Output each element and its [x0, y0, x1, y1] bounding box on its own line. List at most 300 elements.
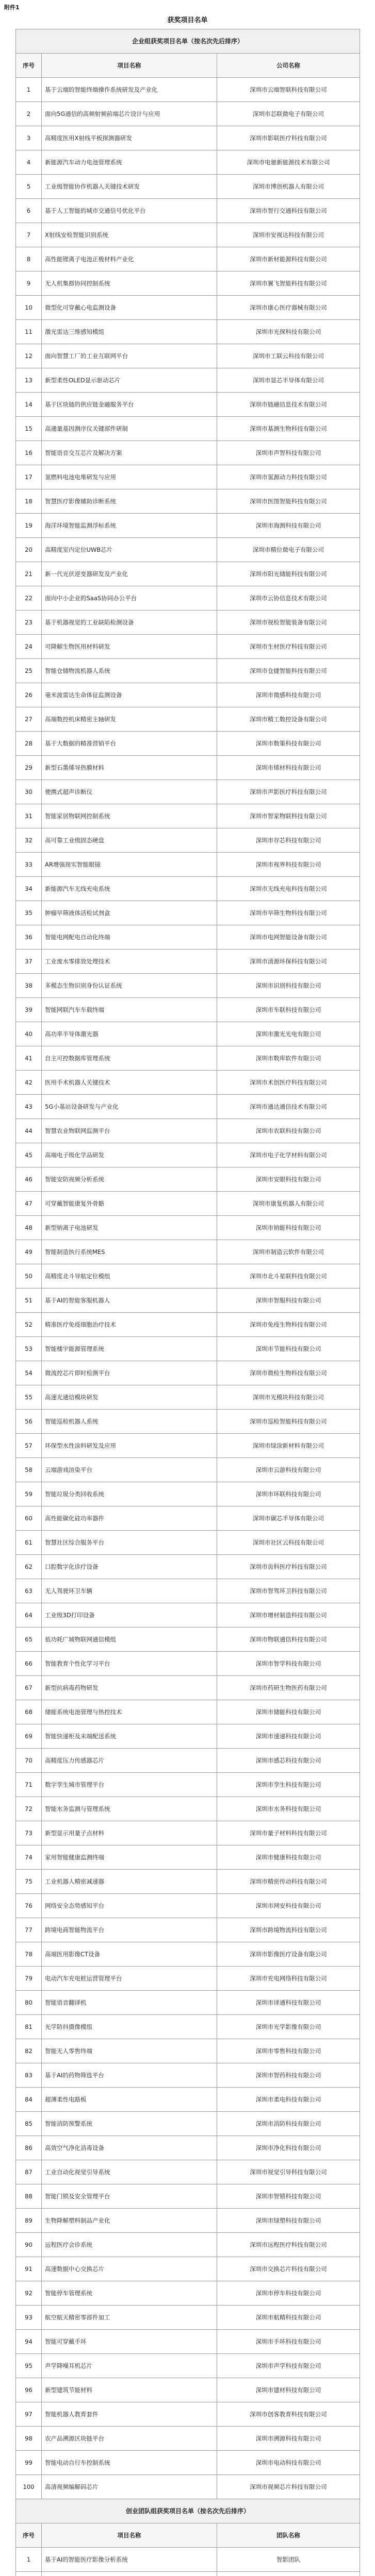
row-index: 4 — [16, 150, 42, 175]
document-title: 获奖项目名单 — [167, 16, 208, 24]
table-row — [16, 828, 360, 853]
company-name: 深圳市数策科技有限公司 — [217, 732, 360, 756]
company-name: 深圳市充电网络科技有限公司 — [217, 1967, 360, 1991]
project-name: 智能可穿戴手环 — [42, 2330, 217, 2354]
table-row — [16, 1071, 360, 1095]
company-name: 深圳市储能科技有限公司 — [217, 1700, 360, 1724]
table-row — [16, 1385, 360, 1410]
table-row — [16, 2039, 360, 2063]
column-header-project: 项目名称 — [42, 54, 217, 78]
row-index: 78 — [16, 1942, 42, 1967]
company-name: 深圳市视频芯片科技有限公司 — [217, 2475, 360, 2499]
project-name: 新一代光伏逆变器研发及产业化 — [42, 562, 217, 586]
company-name: 深圳市健康科技有限公司 — [217, 1845, 360, 1870]
table-row — [16, 1482, 360, 1506]
company-name: 深圳市手环科技有限公司 — [217, 2330, 360, 2354]
table-row — [16, 1046, 360, 1071]
company-name: 深圳市云端智联科技有限公司 — [217, 78, 360, 102]
row-index: 63 — [16, 1579, 42, 1603]
row-index: 72 — [16, 1797, 42, 1821]
row-index: 19 — [16, 514, 42, 538]
company-name: 深圳市阳光储能科技有限公司 — [217, 562, 360, 586]
company-name: 深圳市跨境物流科技有限公司 — [217, 1918, 360, 1942]
project-name: 基于AI的智能医疗影像分析系统 — [42, 2548, 217, 2572]
project-name: 智能网联汽车车载终端 — [42, 998, 217, 1022]
project-name: 面向智慧工厂的工业互联网平台 — [42, 344, 217, 368]
table-row — [16, 1458, 360, 1482]
section-heading: 创业团队组获奖项目名单（按名次先后排序） — [16, 2499, 360, 2523]
table-row — [16, 2160, 360, 2184]
table-row — [16, 441, 360, 465]
row-index: 90 — [16, 2233, 42, 2257]
company-name: 深圳市精密传动科技有限公司 — [217, 1870, 360, 1894]
company-name: 深圳市通达通信技术有限公司 — [217, 1095, 360, 1119]
project-name: 精准医疗免疫细胞治疗技术 — [42, 1313, 217, 1337]
company-name: 深圳市海测科技有限公司 — [217, 514, 360, 538]
company-name: 深圳市智学科技有限公司 — [217, 1652, 360, 1676]
table-row — [16, 1192, 360, 1216]
table-row — [16, 247, 360, 272]
project-name: 智能水务监测与管理系统 — [42, 1797, 217, 1821]
project-name: 口腔数字化诊疗设备 — [42, 1555, 217, 1579]
row-index: 29 — [16, 756, 42, 780]
row-index: 11 — [16, 320, 42, 344]
row-index: 93 — [16, 2306, 42, 2330]
company-name: 深圳市建材科技有限公司 — [217, 2378, 360, 2402]
company-name: 深圳市网安科技有限公司 — [217, 1894, 360, 1918]
company-name: 深圳市医图智能科技有限公司 — [217, 489, 360, 514]
project-name: 新能源汽车无线充电系统 — [42, 877, 217, 901]
project-name: 高功率半导体激光器 — [42, 1022, 217, 1046]
table-row — [16, 1724, 360, 1749]
table-row — [16, 1506, 360, 1531]
project-name: 智能制造执行系统MES — [42, 1240, 217, 1264]
row-index: 97 — [16, 2402, 42, 2427]
table-row — [16, 1991, 360, 2015]
row-index: 94 — [16, 2330, 42, 2354]
project-name: 网络安全态势感知平台 — [42, 1894, 217, 1918]
table-row — [16, 2088, 360, 2112]
row-index: 75 — [16, 1870, 42, 1894]
table-row — [16, 78, 360, 102]
project-name: 智能电动自行车控制系统 — [42, 2451, 217, 2475]
table-row — [16, 1894, 360, 1918]
row-index: 100 — [16, 2475, 42, 2499]
row-index: 70 — [16, 1749, 42, 1773]
company-name: 深圳市电动科技有限公司 — [217, 2451, 360, 2475]
table-row — [16, 1628, 360, 1652]
company-name: 深圳市农联科技有限公司 — [217, 1119, 360, 1143]
company-name: 深圳市创客教育科技有限公司 — [217, 2402, 360, 2427]
row-index: 30 — [16, 780, 42, 804]
project-name: 肿瘤早筛液体活检试剂盒 — [42, 901, 217, 925]
project-name: 基于云端的智能终端操作系统研发及产业化 — [42, 78, 217, 102]
table-row — [16, 2354, 360, 2378]
section-heading-row — [16, 2499, 360, 2523]
project-name: 数字孪生城市管理平台 — [42, 1773, 217, 1797]
project-name: 电动汽车充电桩运营管理平台 — [42, 1967, 217, 1991]
table-row — [16, 1095, 360, 1119]
table-row — [16, 1579, 360, 1603]
row-index: 10 — [16, 296, 42, 320]
table-row — [16, 586, 360, 611]
company-name: 深圳市消防科技有限公司 — [217, 2112, 360, 2136]
row-index: 91 — [16, 2257, 42, 2281]
company-name: 深圳市免疫生物科技有限公司 — [217, 1313, 360, 1337]
project-name: 云端游戏渲染平台 — [42, 1458, 217, 1482]
table-row — [16, 2112, 360, 2136]
project-name: 新能源汽车动力电池管理系统 — [42, 150, 217, 175]
table-row — [16, 2306, 360, 2330]
row-index: 40 — [16, 1022, 42, 1046]
company-name: 深圳市声智科技有限公司 — [217, 441, 360, 465]
table-row — [16, 538, 360, 562]
project-name: 智能快递柜及末端配送系统 — [42, 1724, 217, 1749]
row-index: 2 — [16, 102, 42, 126]
project-name: 高性能碳化硅功率器件 — [42, 1506, 217, 1531]
table-row — [16, 417, 360, 441]
project-name: 工业自动化视觉引导系统 — [42, 2160, 217, 2184]
row-index: 76 — [16, 1894, 42, 1918]
project-name: 新型建筑节能材料 — [42, 2378, 217, 2402]
project-name: 高精度北斗导航定位模组 — [42, 1264, 217, 1289]
row-index: 36 — [16, 925, 42, 950]
company-name: 深圳市药研生物医药有限公司 — [217, 1676, 360, 1700]
project-name: 智能无人零售终端 — [42, 2039, 217, 2063]
row-index: 31 — [16, 804, 42, 828]
row-index: 28 — [16, 732, 42, 756]
table-row — [16, 1797, 360, 1821]
company-name: 深圳市环联科技有限公司 — [217, 1482, 360, 1506]
table-row — [16, 1918, 360, 1942]
table-row — [16, 465, 360, 489]
table-row — [16, 175, 360, 199]
project-name: 工业机器人精密减速器 — [42, 1870, 217, 1894]
row-index: 15 — [16, 417, 42, 441]
company-name: 深圳市新材能源科技有限公司 — [217, 247, 360, 272]
column-header-company: 公司名称 — [217, 54, 360, 78]
company-name: 深圳市基测生物科技有限公司 — [217, 417, 360, 441]
company-name: 深圳市制造云软件有限公司 — [217, 1240, 360, 1264]
table-row — [16, 635, 360, 659]
table-row — [16, 1264, 360, 1289]
row-index: 32 — [16, 828, 42, 853]
column-header-row — [16, 54, 360, 78]
table-row — [16, 901, 360, 925]
project-name: 跨境电商智能物流平台 — [42, 1918, 217, 1942]
project-name: 远程医疗会诊系统 — [42, 2233, 217, 2257]
project-name: 环保型水性涂料研发及应用 — [42, 1434, 217, 1458]
column-header-index: 序号 — [16, 2523, 42, 2548]
row-index: 68 — [16, 1700, 42, 1724]
table-row — [16, 1555, 360, 1579]
row-index: 58 — [16, 1458, 42, 1482]
row-index: 17 — [16, 465, 42, 489]
table-row — [16, 2281, 360, 2306]
company-name: 深圳市社区云科技有限公司 — [217, 1531, 360, 1555]
project-name: 新型石墨烯导热膜材料 — [42, 756, 217, 780]
row-index: 44 — [16, 1119, 42, 1143]
project-name: 智能仓储物流机器人系统 — [42, 659, 217, 683]
row-index: 1 — [16, 2548, 42, 2572]
row-index: 37 — [16, 950, 42, 974]
project-name: 高通量基因测序仪关键部件研制 — [42, 417, 217, 441]
table-row — [16, 877, 360, 901]
project-name: 高端电子级化学品研发 — [42, 1143, 217, 1167]
project-name: AR增强现实智能眼镜 — [42, 853, 217, 877]
table-row — [16, 1022, 360, 1046]
row-index: 50 — [16, 1264, 42, 1289]
company-name: 深圳市智锁科技有限公司 — [217, 2184, 360, 2209]
company-name: 深圳市仓捷智能科技有限公司 — [217, 659, 360, 683]
project-name: 新型柔性OLED显示驱动芯片 — [42, 368, 217, 393]
row-index: 52 — [16, 1313, 42, 1337]
project-name: 智能电网配电自动化终端 — [42, 925, 217, 950]
table-row — [16, 756, 360, 780]
project-name: 高效空气净化消毒设备 — [42, 2136, 217, 2160]
project-name: 毫米波雷达生命体征监测设备 — [42, 683, 217, 707]
table-row — [16, 1531, 360, 1555]
row-index: 34 — [16, 877, 42, 901]
project-name: 面向5G通信的高频射频前端芯片设计与应用 — [42, 102, 217, 126]
project-name: 工业级3D打印设备 — [42, 1603, 217, 1628]
company-name: 深圳市康心医疗器械有限公司 — [217, 296, 360, 320]
company-name: 深圳市存芯科技有限公司 — [217, 828, 360, 853]
project-name: 光学防抖摄像模组 — [42, 2015, 217, 2039]
row-index: 74 — [16, 1845, 42, 1870]
row-index: 39 — [16, 998, 42, 1022]
table-row — [16, 562, 360, 586]
row-index: 77 — [16, 1918, 42, 1942]
company-name: 深圳市翼飞智能科技有限公司 — [217, 272, 360, 296]
company-name: 深圳市孪生科技有限公司 — [217, 1773, 360, 1797]
company-name: 深圳市安视达科技有限公司 — [217, 223, 360, 247]
company-name: 深圳市电子化学材料有限公司 — [217, 1143, 360, 1167]
table-row — [16, 683, 360, 707]
table-row — [16, 804, 360, 828]
company-name: 深圳市视检智能装备有限公司 — [217, 611, 360, 635]
row-index: 6 — [16, 199, 42, 223]
company-name: 深圳市光学影像有限公司 — [217, 2015, 360, 2039]
table-row — [16, 272, 360, 296]
row-index: 57 — [16, 1434, 42, 1458]
company-name: 深圳市云游科技有限公司 — [217, 1458, 360, 1482]
company-name: 深圳市车联科技有限公司 — [217, 998, 360, 1022]
section-heading-row — [16, 29, 360, 54]
company-name: 深圳市光探科技有限公司 — [217, 320, 360, 344]
project-name: 储能系统电池管理与热控技术 — [42, 1700, 217, 1724]
project-name: 低功耗广域物联网通信模组 — [42, 1628, 217, 1652]
row-index: 65 — [16, 1628, 42, 1652]
company-name: 深圳市视觉引导科技有限公司 — [217, 2160, 360, 2184]
row-index: 99 — [16, 2451, 42, 2475]
attachment-label: 附件1 — [4, 4, 20, 11]
table-row — [16, 611, 360, 635]
table-row — [16, 514, 360, 538]
project-name: 智能语音翻译机 — [42, 1991, 217, 2015]
row-index: 33 — [16, 853, 42, 877]
row-index: 46 — [16, 1167, 42, 1192]
project-name: 智能门锁及安全管理平台 — [42, 2184, 217, 2209]
table-row — [16, 1119, 360, 1143]
project-name: 家用智能健康监测终端 — [42, 1845, 217, 1870]
company-name: 深圳市智驾环卫科技有限公司 — [217, 1579, 360, 1603]
table-row — [16, 853, 360, 877]
row-index: 87 — [16, 2160, 42, 2184]
company-name: 深圳市智行交通科技有限公司 — [217, 199, 360, 223]
table-row — [16, 707, 360, 732]
row-index: 81 — [16, 2015, 42, 2039]
table-row — [16, 1700, 360, 1724]
project-name: 工业废水零排放处理技术 — [42, 950, 217, 974]
row-index: 14 — [16, 393, 42, 417]
company-name: 深圳市链融信息技术有限公司 — [217, 393, 360, 417]
project-name: 新型钠离子电池研发 — [42, 1216, 217, 1240]
project-name: 智慧社区综合服务平台 — [42, 1531, 217, 1555]
row-index: 8 — [16, 247, 42, 272]
project-name: 海洋环境智能监测浮标系统 — [42, 514, 217, 538]
company-name: 深圳市清源环保科技有限公司 — [217, 950, 360, 974]
table-row — [16, 2257, 360, 2281]
project-name: 基于机器视觉的工业缺陷检测设备 — [42, 611, 217, 635]
table-row — [16, 1216, 360, 1240]
row-index: 64 — [16, 1603, 42, 1628]
project-name: 高端医用影像CT设备 — [42, 1942, 217, 1967]
table-row — [16, 1337, 360, 1361]
table-row — [16, 998, 360, 1022]
row-index: 79 — [16, 1967, 42, 1991]
company-name: 深圳市巡检智能科技有限公司 — [217, 1410, 360, 1434]
company-name: 深圳市安眼科技有限公司 — [217, 1167, 360, 1192]
project-name: 医用手术机器人关键技术 — [42, 1071, 217, 1095]
table-row — [16, 1749, 360, 1773]
column-header-company: 团队名称 — [217, 2523, 360, 2548]
company-name: 深圳市生材医疗科技有限公司 — [217, 635, 360, 659]
company-name: 深圳市光模块科技有限公司 — [217, 1385, 360, 1410]
company-name: 深圳市停车科技有限公司 — [217, 2281, 360, 2306]
project-name — [42, 2572, 217, 2576]
company-name: 深圳市微检生物科技有限公司 — [217, 1361, 360, 1385]
table-row — [16, 150, 360, 175]
column-header-project: 项目名称 — [42, 2523, 217, 2548]
company-name: 深圳市氢源动力科技有限公司 — [217, 465, 360, 489]
project-name: 智能消防预警系统 — [42, 2112, 217, 2136]
project-name: 农产品溯源区块链平台 — [42, 2427, 217, 2451]
project-name: 智能语音交互芯片及解决方案 — [42, 441, 217, 465]
row-index: 53 — [16, 1337, 42, 1361]
company-name: 深圳市水务科技有限公司 — [217, 1797, 360, 1821]
table-row — [16, 1361, 360, 1385]
table-row — [16, 102, 360, 126]
row-index: 82 — [16, 2039, 42, 2063]
column-header-index: 序号 — [16, 54, 42, 78]
row-index: 7 — [16, 223, 42, 247]
row-index: 92 — [16, 2281, 42, 2306]
table-row — [16, 489, 360, 514]
project-name: 无人驾驶环卫车辆 — [42, 1579, 217, 1603]
table-row — [16, 1143, 360, 1167]
company-name: 深圳市绿涂新材料有限公司 — [217, 1434, 360, 1458]
table-row — [16, 2378, 360, 2402]
row-index: 13 — [16, 368, 42, 393]
table-row — [16, 2572, 360, 2576]
row-index: 61 — [16, 1531, 42, 1555]
company-name: 深圳市无线充电科技有限公司 — [217, 877, 360, 901]
project-name: 高精度室内定位UWB芯片 — [42, 538, 217, 562]
project-name: 可降解生物医用材料研发 — [42, 635, 217, 659]
row-index: 80 — [16, 1991, 42, 2015]
company-name: 深圳市齿科医疗科技有限公司 — [217, 1555, 360, 1579]
row-index: 42 — [16, 1071, 42, 1095]
company-name: 深圳市智家物联科技有限公司 — [217, 804, 360, 828]
company-name: 深圳市智服科技有限公司 — [217, 1289, 360, 1313]
row-index: 12 — [16, 344, 42, 368]
project-name: 激光雷达三维感知模组 — [42, 320, 217, 344]
row-index: 67 — [16, 1676, 42, 1700]
project-name: 智慧医疗影像辅助诊断系统 — [42, 489, 217, 514]
company-name: 深圳市量子材料科技有限公司 — [217, 1821, 360, 1845]
column-header-row — [16, 2523, 360, 2548]
table-row — [16, 2209, 360, 2233]
project-name: 高端数控机床精密主轴研发 — [42, 707, 217, 732]
project-name: 面向中小企业的SaaS协同办公平台 — [42, 586, 217, 611]
table-row — [16, 2136, 360, 2160]
project-name: 智能家居物联网控制系统 — [42, 804, 217, 828]
project-name: 基于AI的智能客服机器人 — [42, 1289, 217, 1313]
table-row — [16, 1870, 360, 1894]
row-index — [16, 2572, 42, 2576]
table-row — [16, 199, 360, 223]
table-row — [16, 780, 360, 804]
table-row — [16, 1434, 360, 1458]
row-index: 3 — [16, 126, 42, 150]
project-name: 智能安防视频分析系统 — [42, 1167, 217, 1192]
table-row — [16, 2015, 360, 2039]
row-index: 59 — [16, 1482, 42, 1506]
table-row — [16, 2427, 360, 2451]
row-index: 1 — [16, 78, 42, 102]
row-index: 18 — [16, 489, 42, 514]
project-name: 便携式超声诊断仪 — [42, 780, 217, 804]
project-name: 5G小基站设备研发与产业化 — [42, 1095, 217, 1119]
company-name: 深圳市速递科技有限公司 — [217, 1724, 360, 1749]
row-index: 83 — [16, 2063, 42, 2088]
project-name: 智能巡检机器人系统 — [42, 1410, 217, 1434]
table-row — [16, 950, 360, 974]
table-row — [16, 1845, 360, 1870]
row-index: 56 — [16, 1410, 42, 1434]
company-name: 深圳市增材制造科技有限公司 — [217, 1603, 360, 1628]
project-name: 氢燃料电池电堆研发与应用 — [42, 465, 217, 489]
company-name: 深圳市智药科技有限公司 — [217, 2063, 360, 2088]
project-name: 智能教育个性化学习平台 — [42, 1652, 217, 1676]
project-name: 自主可控数据库管理系统 — [42, 1046, 217, 1071]
company-name: 深圳市声学科技有限公司 — [217, 2354, 360, 2378]
table-row — [16, 2233, 360, 2257]
project-name: 高清视频编解码芯片 — [42, 2475, 217, 2499]
row-index: 21 — [16, 562, 42, 586]
row-index: 49 — [16, 1240, 42, 1264]
results-table — [15, 29, 360, 2576]
table-row — [16, 368, 360, 393]
project-name: 多模态生物识别身份认证系统 — [42, 974, 217, 998]
row-index: 86 — [16, 2136, 42, 2160]
row-index: 54 — [16, 1361, 42, 1385]
table-row — [16, 1676, 360, 1700]
project-name: X射线安检智能识别系统 — [42, 223, 217, 247]
company-name: 深圳市芯联微电子有限公司 — [217, 102, 360, 126]
project-name: 智能机器人教育套件 — [42, 2402, 217, 2427]
